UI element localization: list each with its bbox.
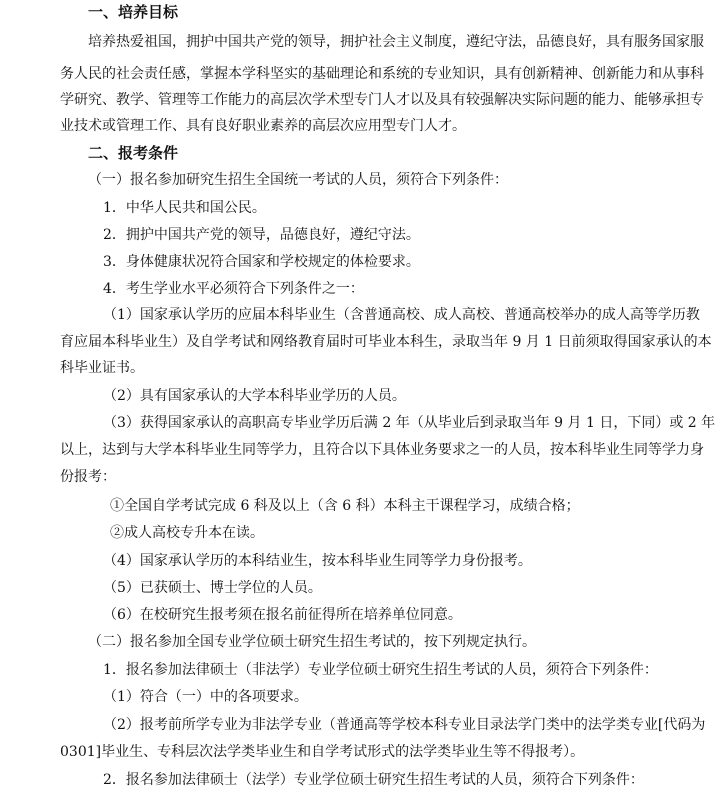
list-item: （1）符合（一）中的各项要求。 <box>103 689 308 705</box>
section-heading-training-goals: 一、培养目标 <box>88 3 179 21</box>
paragraph-line: 务人民的社会责任感，掌握本学科坚实的基础理论和系统的专业知识，具有创新精神、创新能力和从事科 <box>60 66 704 82</box>
subsection-heading: （二）报名参加全国专业学位硕士研究生招生考试的，按下列规定执行。 <box>88 634 536 650</box>
list-item: 4．考生学业水平必须符合下列条件之一： <box>103 281 364 297</box>
paragraph-line: （1）国家承认学历的应届本科毕业生（含普通高校、成人高校、普通高校举办的成人高等学历教 <box>103 307 700 323</box>
paragraph-line: 份报考： <box>60 469 116 485</box>
paragraph-line: 科毕业证书。 <box>60 360 144 376</box>
list-item: 2．报名参加法律硕士（法学）专业学位硕士研究生招生考试的人员，须符合下列条件： <box>103 772 644 788</box>
list-item: （5）已获硕士、博士学位的人员。 <box>103 580 322 596</box>
list-item: ②成人高校专升本在读。 <box>110 525 264 541</box>
list-item: 1．报名参加法律硕士（非法学）专业学位硕士研究生招生考试的人员，须符合下列条件： <box>103 662 658 678</box>
paragraph-line: （3）获得国家承认的高职高专毕业学历后满 2 年（从毕业后到录取当年 9 月 1 日，下同）或 2 年 <box>103 415 716 431</box>
list-item: 2．拥护中国共产党的领导，品德良好，遵纪守法。 <box>103 227 420 243</box>
paragraph-line: （2）报考前所学专业为非法学专业（普通高等学校本科专业目录法学门类中的法学类专业[代码为 <box>103 717 706 733</box>
subsection-heading: （一）报名参加研究生招生全国统一考试的人员，须符合下列条件： <box>88 172 508 188</box>
list-item: 1．中华人民共和国公民。 <box>103 200 266 216</box>
list-item: （4）国家承认学历的本科结业生，按本科毕业生同等学力身份报考。 <box>103 553 532 569</box>
section-heading-application-conditions: 二、报考条件 <box>88 144 179 162</box>
list-item: （6）在校研究生报考须在报名前征得所在培养单位同意。 <box>103 607 462 623</box>
paragraph-line: 学研究、教学、管理等工作能力的高层次学术型专门人才以及具有较强解决实际问题的能力、能够承担专 <box>60 92 704 108</box>
paragraph-line: 以上，达到与大学本科毕业生同等学力，且符合以下具体业务要求之一的人员，按本科毕业生同等学力身 <box>60 442 704 458</box>
paragraph-line: 0301]毕业生、专科层次法学类毕业生和自学考试形式的法学类毕业生等不得报考）。 <box>60 744 585 760</box>
list-item: （2）具有国家承认的大学本科毕业学历的人员。 <box>103 388 406 404</box>
list-item: ①全国自学考试完成 6 科及以上（含 6 科）本科主干课程学习，成绩合格； <box>110 498 580 514</box>
paragraph-line: 育应届本科毕业生）及自学考试和网络教育届时可毕业本科生，录取当年 9 月 1 日前须取得国家承认的本 <box>60 334 712 350</box>
paragraph-line: 培养热爱祖国，拥护中国共产党的领导，拥护社会主义制度，遵纪守法，品德良好，具有服务国家服 <box>88 34 704 50</box>
paragraph-line: 业技术或管理工作、具有良好职业素养的高层次应用型专门人才。 <box>60 118 466 134</box>
list-item: 3．身体健康状况符合国家和学校规定的体检要求。 <box>103 254 420 270</box>
